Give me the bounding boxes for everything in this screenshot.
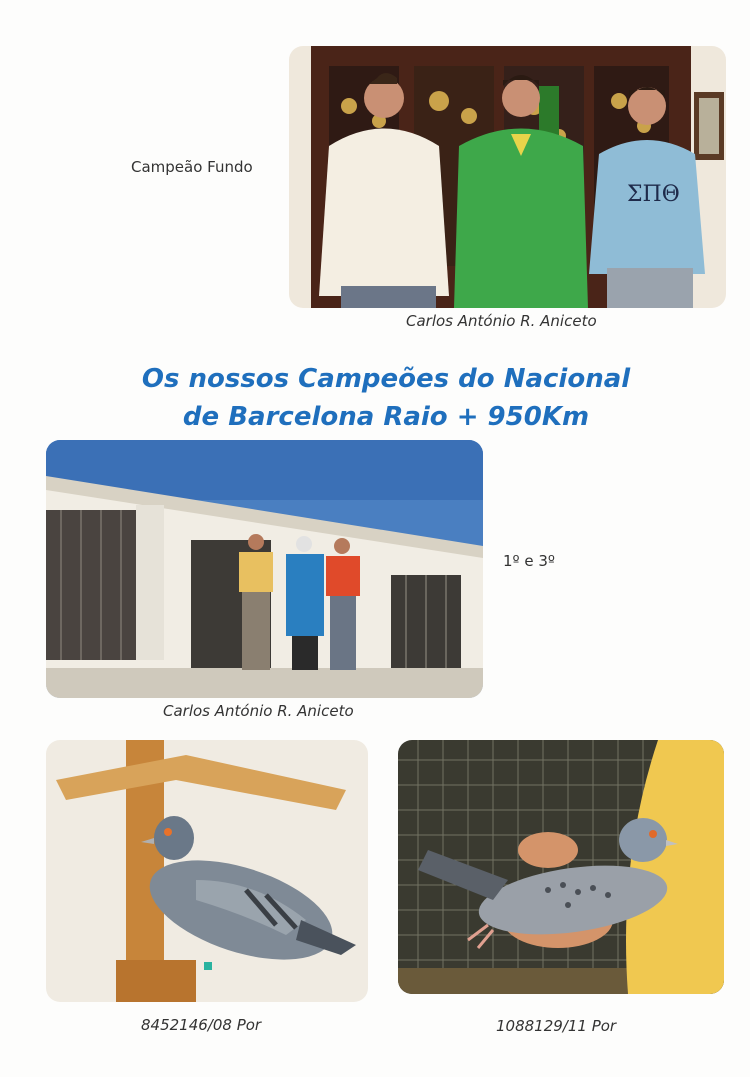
pigeon-photo-left [46, 740, 368, 1002]
loft-photo-caption: Carlos António R. Aniceto [163, 702, 354, 720]
pigeon-photo-right [398, 740, 724, 994]
champion-label: Campeão Fundo [131, 158, 253, 176]
page-headline [0, 360, 750, 436]
headline-line-1: Os nossos Campeões do Nacional [141, 364, 631, 394]
loft-photo [46, 440, 483, 698]
top-photo-caption: Carlos António R. Aniceto [406, 312, 597, 330]
left-pigeon-ring-number: 8452146/08 Por [141, 1016, 262, 1034]
rank-label: 1º e 3º [503, 552, 555, 570]
right-pigeon-ring-number: 1088129/11 Por [496, 1017, 617, 1035]
champions-group-photo [289, 46, 726, 308]
headline-line-2: de Barcelona Raio + 950Km [182, 402, 590, 432]
shirt-letters: ΣΠΘ [627, 182, 680, 207]
